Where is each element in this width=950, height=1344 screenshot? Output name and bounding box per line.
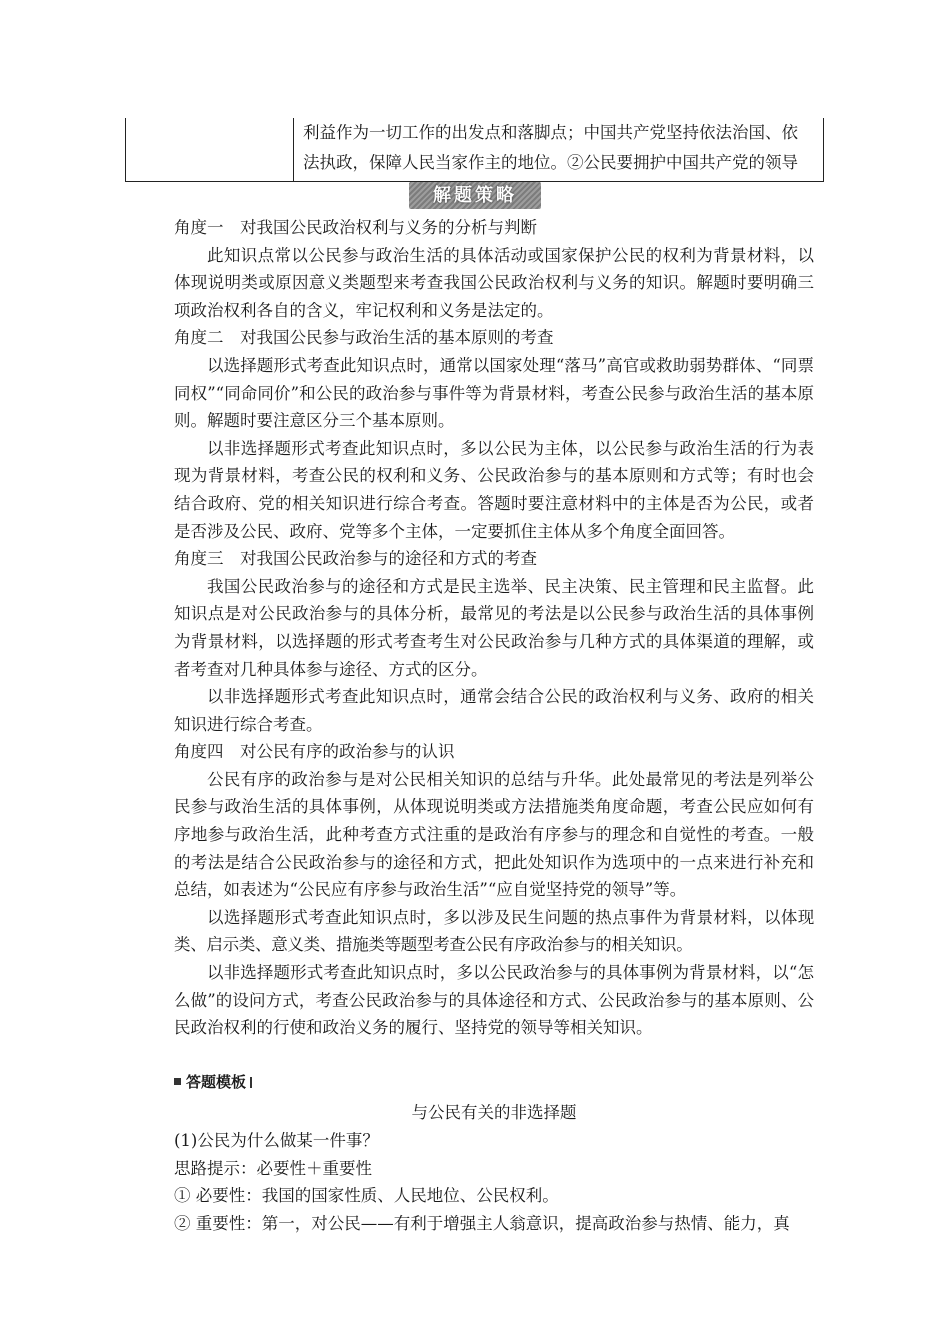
strategy-body xyxy=(174,214,814,1042)
paragraph: 此知识点常以公民参与政治生活的具体活动或国家保护公民的权利为背景材料，以体现说明类或原因意义类题型来考查我国公民政治权利与义务的知识。解题时要明确三项政治权利各自的含义，牢记权利和义务是法定的。 xyxy=(174,245,814,320)
paragraph: 以非选择题形式考查此知识点时，通常会结合公民的政治权利与义务、政府的相关知识进行综合考查。 xyxy=(174,687,814,734)
list-item: ② 重要性：第一，对公民——有利于增强主人翁意识，提高政治参与热情、能力，真 xyxy=(174,1213,790,1233)
angle-heading: 角度三 对我国公民政治参与的途径和方式的考查 xyxy=(174,549,537,569)
answer-template-text: 答题模板 xyxy=(186,1073,247,1091)
paragraph: 以选择题形式考查此知识点时，多以涉及民生问题的热点事件为背景材料，以体现类、启示类、意义类、措施类等题型考查公民有序政治参与的相关知识。 xyxy=(174,907,814,955)
paragraph: 以选择题形式考查此知识点时，通常以国家处理“落马”高官或救助弱势群体、“同票同权”“同命同价”和公民的政治参与事件等为背景材料，考查公民参与政治生活的基本原则。解题时要注意区分三个基本原则。 xyxy=(174,355,814,431)
angle-heading: 角度一 对我国公民政治权利与义务的分析与判断 xyxy=(174,218,537,237)
list-item: ① 必要性：我国的国家性质、人民地位、公民权利。 xyxy=(174,1186,559,1206)
angle-heading: 角度二 对我国公民参与政治生活的基本原则的考查 xyxy=(174,328,554,348)
square-bullet-icon xyxy=(174,1078,181,1085)
table-cell-line: 利益作为一切工作的出发点和落脚点；中国共产党坚持依法治国、依 xyxy=(303,123,798,142)
template-lines xyxy=(174,1127,814,1237)
angle-heading: 角度四 对公民有序的政治参与的认识 xyxy=(174,742,455,762)
question-line: (1)公民为什么做某一件事？ xyxy=(174,1131,379,1150)
answer-template-label xyxy=(174,1071,252,1093)
template-title: 与公民有关的非选择题 xyxy=(411,1103,577,1122)
table-cell-line: 法执政，保障人民当家作主的地位。②公民要拥护中国共产党的领导 xyxy=(303,153,798,172)
paragraph: 我国公民政治参与的途径和方式是民主选举、民主决策、民主管理和民主监督。此知识点是对公民政治参与的具体分析，最常见的考法是以公民参与政治生活的具体事例为背景材料，以选择题的形式考查考生对公民政治参与几种方式的具体渠道的理解，或者考查对几种具体参与途径、方式的区分。 xyxy=(174,576,814,679)
section-banner-title: 解题策略 xyxy=(433,185,517,206)
paragraph: 公民有序的政治参与是对公民相关知识的总结与升华。此处最常见的考法是列举公民参与政治生活的具体事例，从体现说明类或方法措施类角度命题，考查公民应如何有序地参与政治生活，此种考查方式注重的是政治有序参与的理念和自觉性的考查。一般的考法是结合公民政治参与的途径和方式，把此处知识作为选项中的一点来进行补充和总结，如表述为“公民应有序参与政治生活”“应自觉坚持党的领导”等。 xyxy=(174,769,814,900)
table-column-divider xyxy=(293,118,294,181)
bar-marker-icon xyxy=(250,1077,252,1088)
paragraph: 以非选择题形式考查此知识点时，多以公民政治参与的具体事例为背景材料，以“怎么做”的设问方式，考查公民政治参与的具体途径和方式、公民政治参与的基本原则、公民政治权利的行使和政治义务的履行、坚持党的领导等相关知识。 xyxy=(174,963,814,1038)
section-banner xyxy=(409,182,541,209)
paragraph: 以非选择题形式考查此知识点时，多以公民为主体，以公民参与政治生活的行为表现为背景材料，考查公民的权利和义务、公民政治参与的基本原则和方式等；有时也会结合政府、党的相关知识进行综合考查。答题时要注意材料中的主体是否为公民，或者是否涉及公民、政府、党等多个主体，一定要抓住主体从多个角度全面回答。 xyxy=(174,438,814,541)
continued-table xyxy=(125,118,824,182)
table-cell xyxy=(303,118,817,178)
hint-line: 思路提示：必要性＋重要性 xyxy=(174,1158,372,1178)
